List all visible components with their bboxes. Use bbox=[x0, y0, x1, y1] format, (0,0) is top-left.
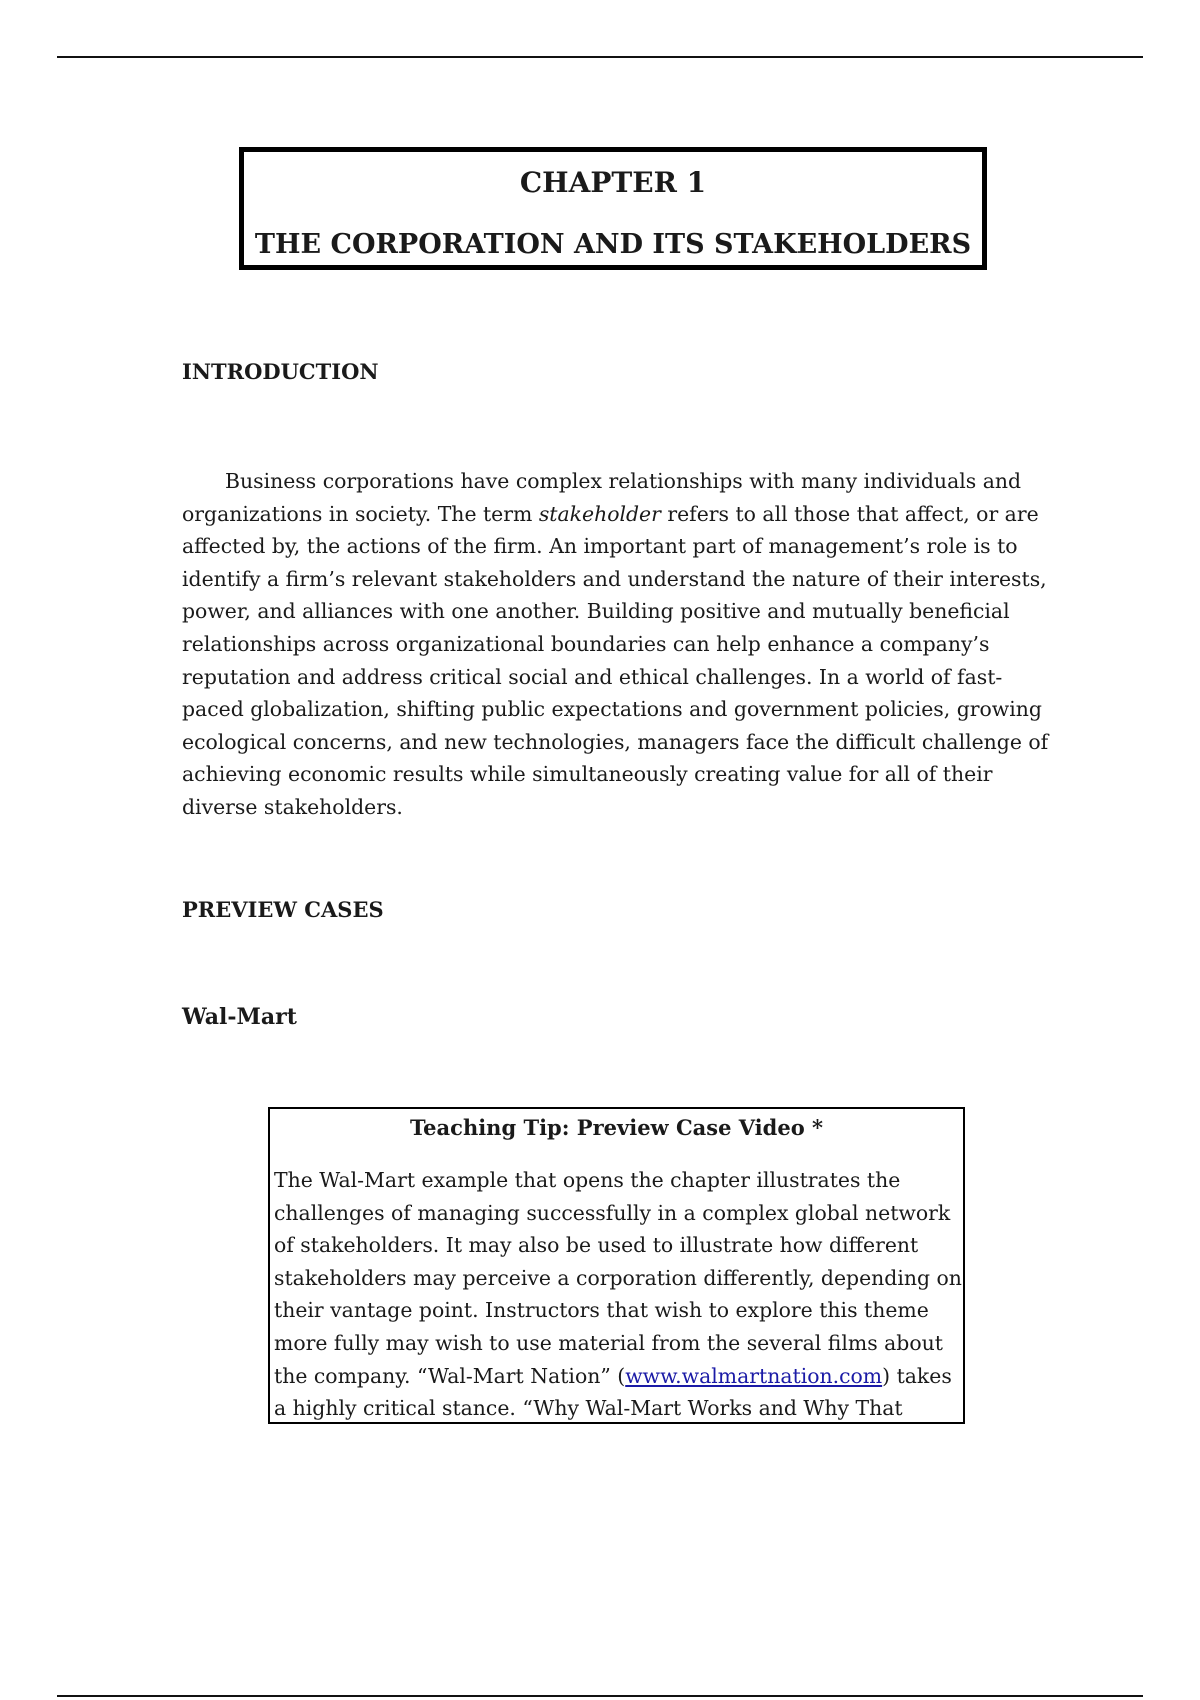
walmart-nation-link[interactable]: www.walmartnation.com bbox=[625, 1363, 883, 1388]
paragraph-line: identify a firm’s relevant stakeholders and understand the nature of their interests, bbox=[182, 566, 1047, 591]
paragraph-line bbox=[182, 498, 1039, 531]
teaching-tip-title: Teaching Tip: Preview Case Video * bbox=[409, 1115, 824, 1140]
tip-line: a highly critical stance. “Why Wal-Mart Works and Why That bbox=[274, 1396, 903, 1421]
chapter-number: CHAPTER 1 bbox=[519, 166, 707, 199]
tip-line: their vantage point. Instructors that wish to explore this theme bbox=[274, 1298, 929, 1323]
emphasized-term: stakeholder bbox=[538, 501, 661, 526]
paragraph-line: relationships across organizational boundaries can help enhance a company’s bbox=[182, 631, 990, 656]
paragraph-text: refers to all those that affect, or are bbox=[660, 501, 1039, 526]
paragraph-line: power, and alliances with one another. Building positive and mutually beneficial bbox=[182, 599, 1010, 624]
tip-text: ) takes bbox=[882, 1363, 952, 1388]
paragraph-line: achieving economic results while simultaneously creating value for all of their bbox=[182, 762, 993, 787]
chapter-title-box bbox=[239, 147, 987, 270]
paragraph-line: Business corporations have complex relationships with many individuals and bbox=[225, 469, 1022, 493]
page-bottom-rule bbox=[57, 1695, 1143, 1697]
page-top-rule bbox=[57, 56, 1143, 58]
teaching-tip-box bbox=[268, 1107, 965, 1424]
tip-text: the company. “Wal-Mart Nation” ( bbox=[274, 1363, 626, 1388]
paragraph-line: affected by, the actions of the firm. An important part of management’s role is to bbox=[182, 534, 1018, 559]
introduction-heading: INTRODUCTION bbox=[182, 359, 379, 384]
tip-line: more fully may wish to use material from the several films about bbox=[274, 1330, 943, 1355]
chapter-title: THE CORPORATION AND ITS STAKEHOLDERS bbox=[254, 229, 972, 260]
paragraph-text: organizations in society. The term bbox=[182, 501, 539, 526]
paragraph-line: diverse stakeholders. bbox=[182, 794, 403, 819]
tip-line: challenges of managing successfully in a complex global network bbox=[274, 1200, 951, 1225]
walmart-subheading: Wal-Mart bbox=[182, 1004, 297, 1030]
tip-line: stakeholders may perceive a corporation differently, depending on bbox=[274, 1265, 962, 1290]
teaching-tip-body bbox=[274, 1164, 964, 1424]
paragraph-line: paced globalization, shifting public expectations and government policies, growing bbox=[182, 697, 1042, 722]
preview-cases-heading: PREVIEW CASES bbox=[182, 897, 384, 922]
tip-line bbox=[274, 1360, 964, 1393]
tip-line: The Wal-Mart example that opens the chapter illustrates the bbox=[274, 1168, 901, 1192]
introduction-paragraph bbox=[182, 465, 1049, 824]
paragraph-line: reputation and address critical social and ethical challenges. In a world of fast- bbox=[182, 664, 1003, 689]
paragraph-line: ecological concerns, and new technologies, managers face the difficult challenge of bbox=[182, 729, 1049, 754]
tip-line: of stakeholders. It may also be used to illustrate how different bbox=[274, 1233, 919, 1258]
